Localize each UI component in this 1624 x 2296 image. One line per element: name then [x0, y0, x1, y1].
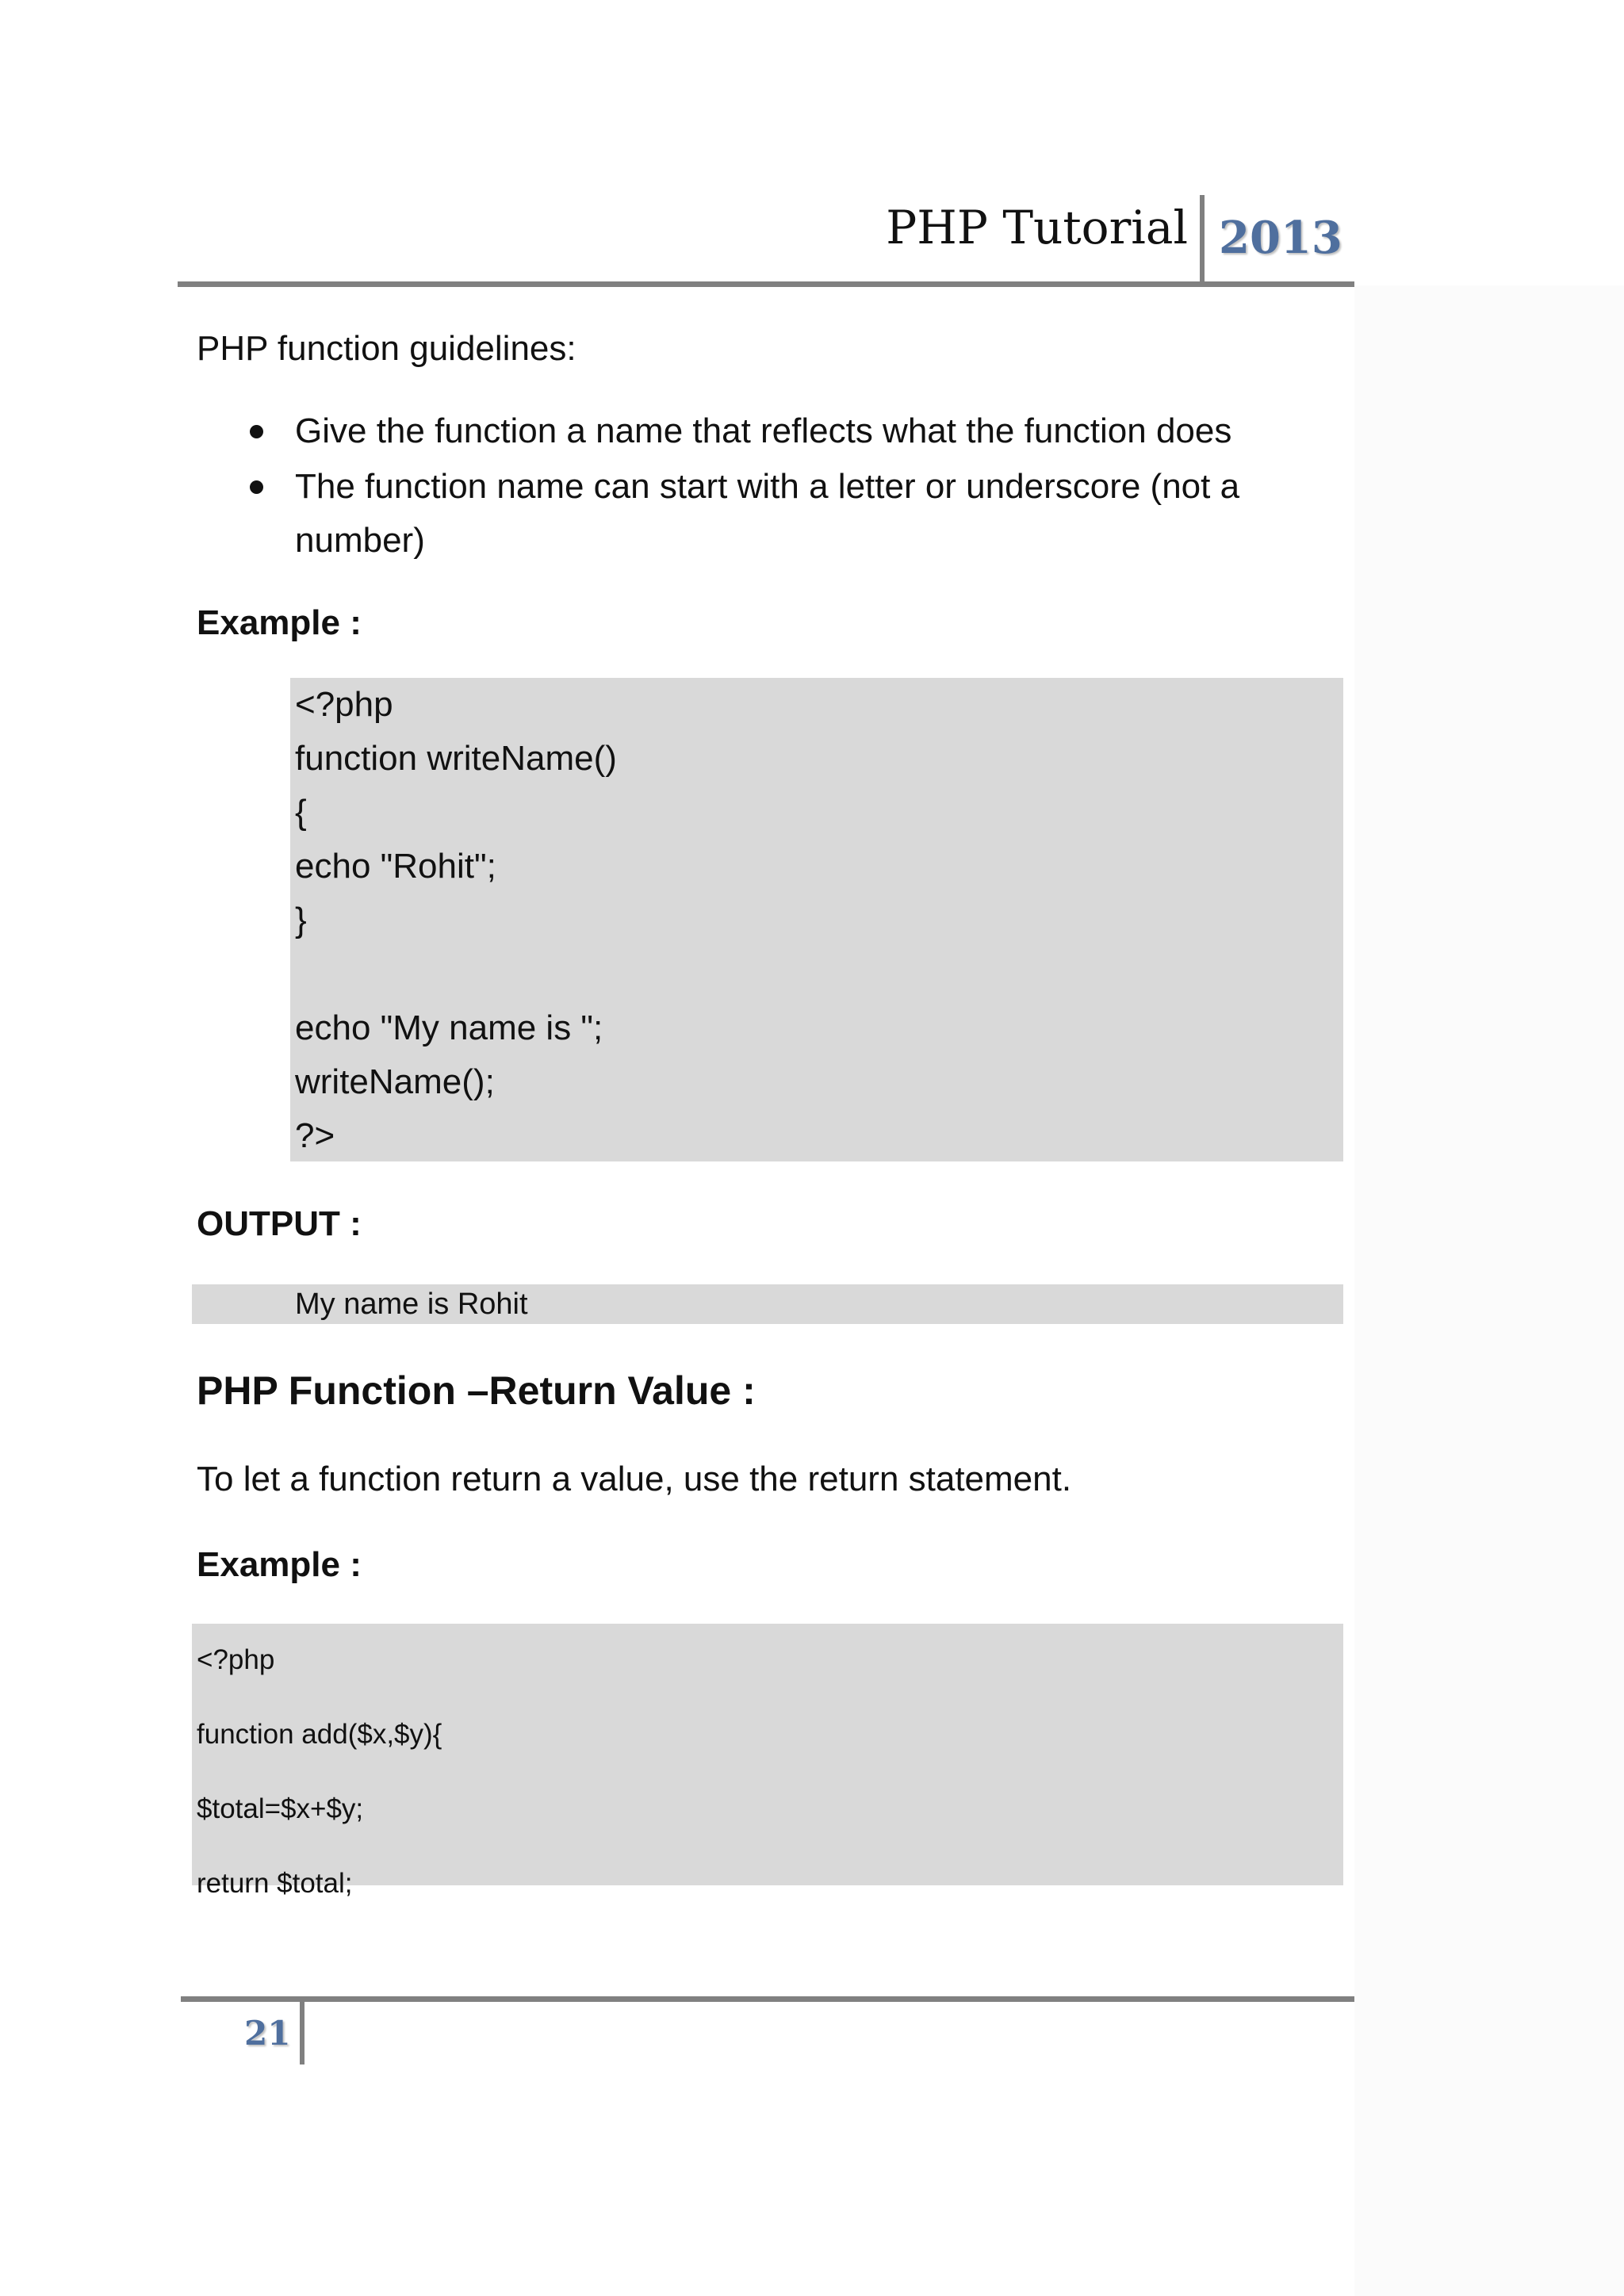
code-line: writeName();	[295, 1062, 495, 1101]
example-label: Example :	[197, 1545, 362, 1584]
code-line: {	[295, 793, 307, 832]
page-number: 21	[244, 2014, 291, 2053]
section-description: To let a function return a value, use the return statement.	[197, 1460, 1072, 1498]
code-line: ?>	[295, 1116, 335, 1155]
header-year: 2013	[1219, 212, 1342, 264]
code-line: echo "My name is ";	[295, 1008, 603, 1047]
code-block	[192, 1624, 1343, 1899]
page-margin-shade	[1354, 285, 1624, 2296]
code-line: <?php	[197, 1644, 275, 1675]
bullet-icon	[250, 480, 263, 494]
guideline-item-continuation: number)	[295, 521, 425, 560]
code-line: $total=$x+$y;	[197, 1793, 364, 1824]
code-line: return $total;	[197, 1868, 353, 1899]
code-line: function writeName()	[295, 739, 617, 778]
output-block	[192, 1284, 1343, 1324]
guideline-item: Give the function a name that reflects what the function does	[295, 411, 1232, 450]
output-label: OUTPUT :	[197, 1204, 362, 1243]
code-block	[290, 678, 1343, 1161]
code-line: echo "Rohit";	[295, 847, 496, 886]
bullet-icon	[250, 425, 263, 438]
header-divider	[1200, 195, 1205, 284]
header-title: PHP Tutorial	[886, 201, 1188, 254]
guideline-item: The function name can start with a letter or underscore (not a	[295, 467, 1240, 506]
code-line: }	[295, 901, 307, 939]
output-text: My name is Rohit	[295, 1288, 528, 1321]
guidelines-heading: PHP function guidelines:	[197, 329, 576, 368]
header-rule	[178, 281, 1354, 287]
footer-rule	[181, 1996, 1354, 2002]
footer-divider	[300, 1999, 304, 2064]
code-line: <?php	[295, 685, 393, 724]
example-label: Example :	[197, 603, 362, 642]
code-line: function add($x,$y){	[197, 1719, 442, 1750]
section-heading: PHP Function –Return Value :	[197, 1368, 756, 1413]
